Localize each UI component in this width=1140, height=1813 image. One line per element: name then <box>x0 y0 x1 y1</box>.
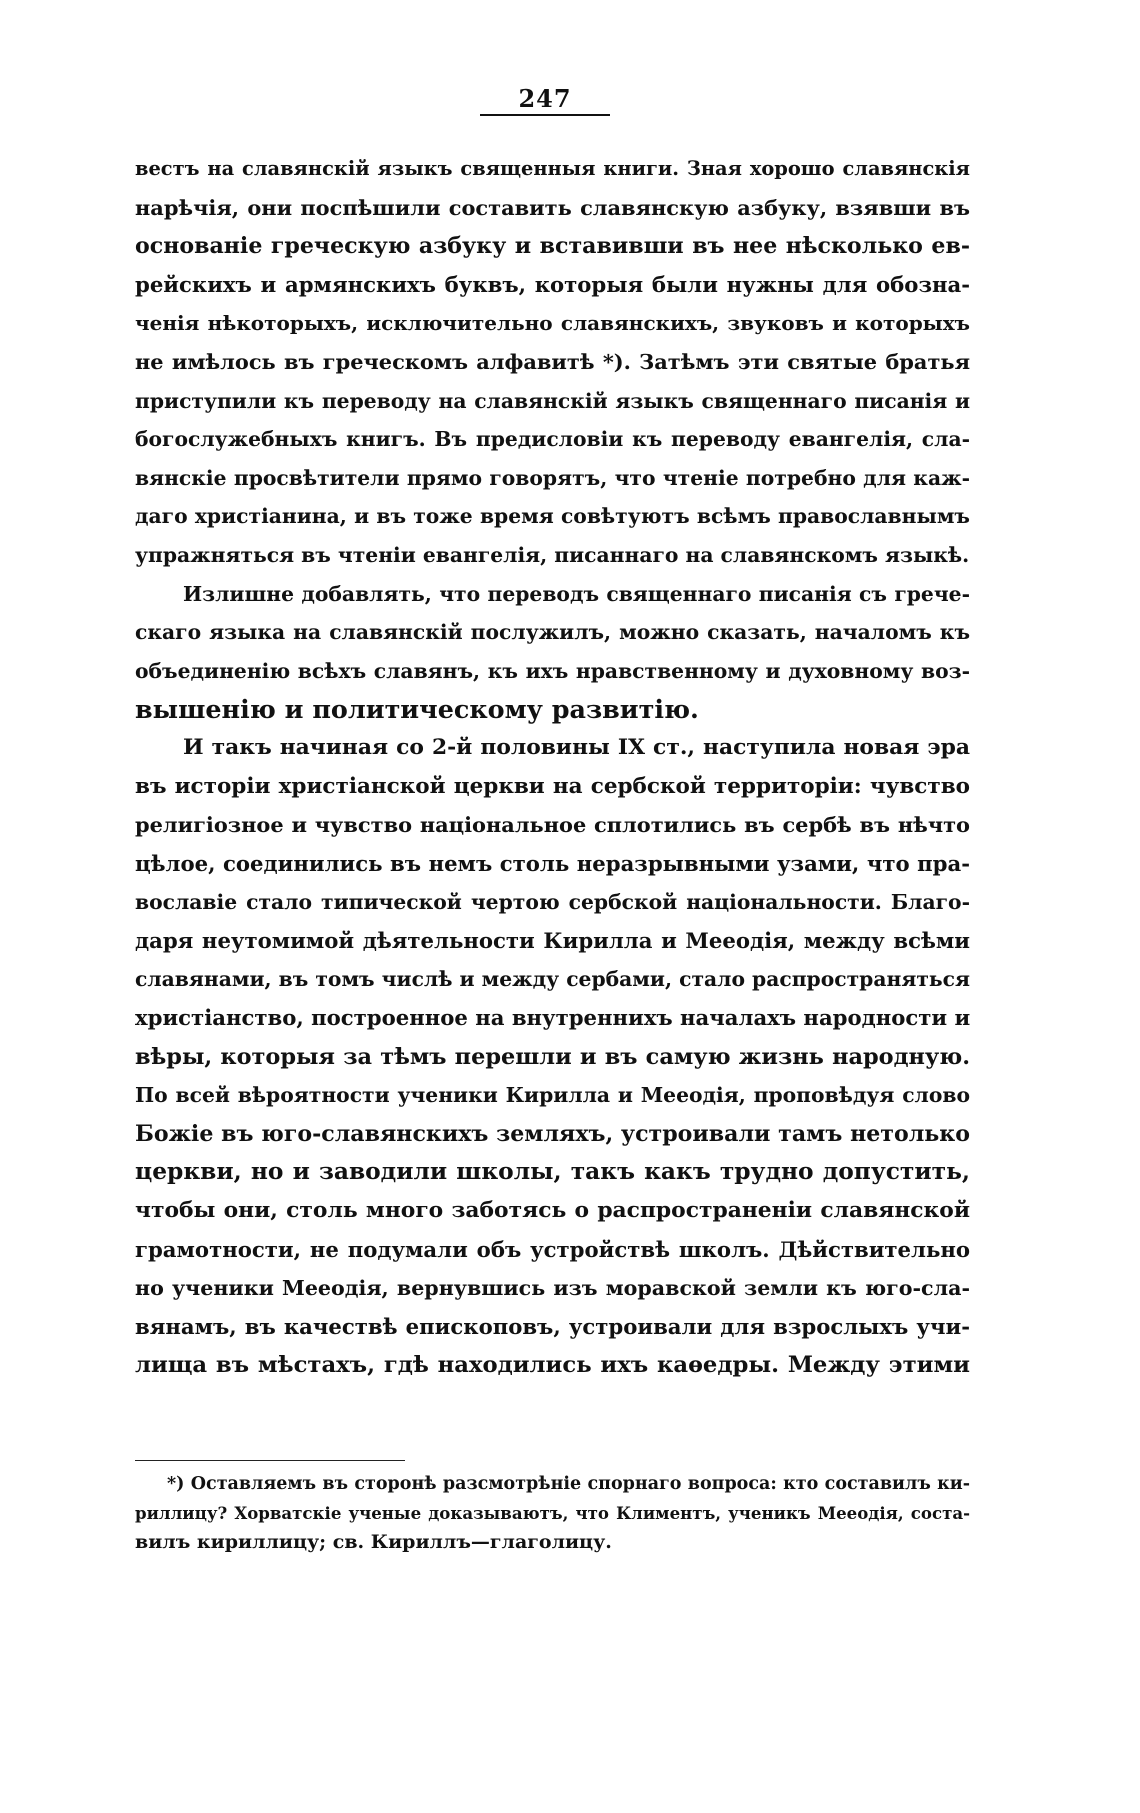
text-line: лища въ мѣстахъ, гдѣ находились ихъ каѳедры. Между этими <box>135 1352 970 1379</box>
page-number-underline <box>480 114 610 116</box>
text-line: рейскихъ и армянскихъ буквъ, которыя были нужны для обозна- <box>135 271 970 297</box>
footnote-separator <box>135 1460 405 1461</box>
text-line: церкви, но и заводили школы, такъ какъ трудно допустить, <box>135 1158 970 1186</box>
text-line: но ученики Мееодія, вернувшись изъ моравской земли къ юго-сла- <box>135 1276 970 1301</box>
text-line: нарѣчія, они поспѣшили составить славянскую азбуку, взявши въ <box>135 194 970 220</box>
footnote <box>135 1470 970 1557</box>
paragraph-2 <box>135 575 970 729</box>
text-line: скаго языка на славянскій послужилъ, можно сказать, началомъ къ <box>135 620 970 645</box>
text-line: въ исторіи христіанской церкви на сербской территоріи: чувство <box>135 773 970 799</box>
text-line: даря неутомимой дѣятельности Кирилла и Мееодія, между всѣми <box>135 927 970 953</box>
text-line: основаніе греческую азбуку и вставивши въ нее нѣсколько ев- <box>135 233 970 260</box>
text-line: объединенію всѣхъ славянъ, къ ихъ нравственному и духовному воз- <box>135 658 970 683</box>
text-line: приступили къ переводу на славянскій языкъ священнаго писанія и <box>135 388 970 413</box>
text-line: чтобы они, столь много заботясь о распространеніи славянской <box>135 1198 970 1224</box>
page-number: 247 <box>518 84 572 113</box>
text-line: цѣлое, соединились въ немъ столь неразрывными узами, что пра- <box>135 850 970 876</box>
text-line: вестъ на славянскій языкъ священныя книги. Зная хорошо славянскія <box>135 157 970 180</box>
text-line: не имѣлось въ греческомъ алфавитѣ *). Затѣмъ эти святые братья <box>135 348 970 374</box>
text-line: религіозное и чувство національное сплотились въ сербѣ въ нѣчто <box>135 812 970 838</box>
text-line: богослужебныхъ книгъ. Въ предисловіи къ переводу евангелія, сла- <box>135 427 970 452</box>
footnote-line: вилъ кириллицу; св. Кириллъ—глаголицу. <box>135 1531 612 1553</box>
paragraph-3 <box>135 729 970 1385</box>
text-line: даго христіанина, и въ тоже время совѣтуютъ всѣмъ православнымъ <box>135 504 970 529</box>
text-line: И такъ начиная со 2-й половины IX ст., наступила новая эра <box>183 734 970 760</box>
text-line: вославіе стало типической чертою сербской національности. Благо- <box>135 890 970 915</box>
text-line: грамотности, не подумали объ устройствѣ школъ. Дѣйствительно <box>135 1236 970 1262</box>
body-text <box>135 150 970 1385</box>
footnote-line: риллицу? Хорватскіе ученые доказываютъ, что Климентъ, ученикъ Мееодія, соста- <box>135 1503 970 1523</box>
text-line: вышенію и политическому развитію. <box>135 694 699 725</box>
text-line: Излишне добавлять, что переводъ священнаго писанія съ грече- <box>183 581 970 606</box>
text-line: христіанство, построенное на внутреннихъ началахъ народности и <box>135 1005 971 1031</box>
text-line: вѣры, которыя за тѣмъ перешли и въ самую жизнь народную. <box>135 1043 970 1070</box>
text-line: славянами, въ томъ числѣ и между сербами, стало распространяться <box>135 967 970 992</box>
text-line: По всей вѣроятности ученики Кирилла и Мееодія, проповѣдуя слово <box>135 1083 970 1108</box>
text-line: вянскіе просвѣтители прямо говорятъ, что чтеніе потребно для каж- <box>135 465 970 490</box>
text-line: Божіе въ юго-славянскихъ земляхъ, устроивали тамъ нетолько <box>135 1120 970 1147</box>
text-line: ченія нѣкоторыхъ, исключительно славянскихъ, звуковъ и которыхъ <box>135 311 970 336</box>
text-line: вянамъ, въ качествѣ епископовъ, устроивали для взрослыхъ учи- <box>135 1313 970 1339</box>
paragraph-1 <box>135 150 970 575</box>
text-line: упражняться въ чтеніи евангелія, писаннаго на славянскомъ языкѣ. <box>135 542 970 567</box>
footnote-line: *) Оставляемъ въ сторонѣ разсмотрѣніе спорнаго вопроса: кто составилъ ки- <box>167 1474 970 1494</box>
